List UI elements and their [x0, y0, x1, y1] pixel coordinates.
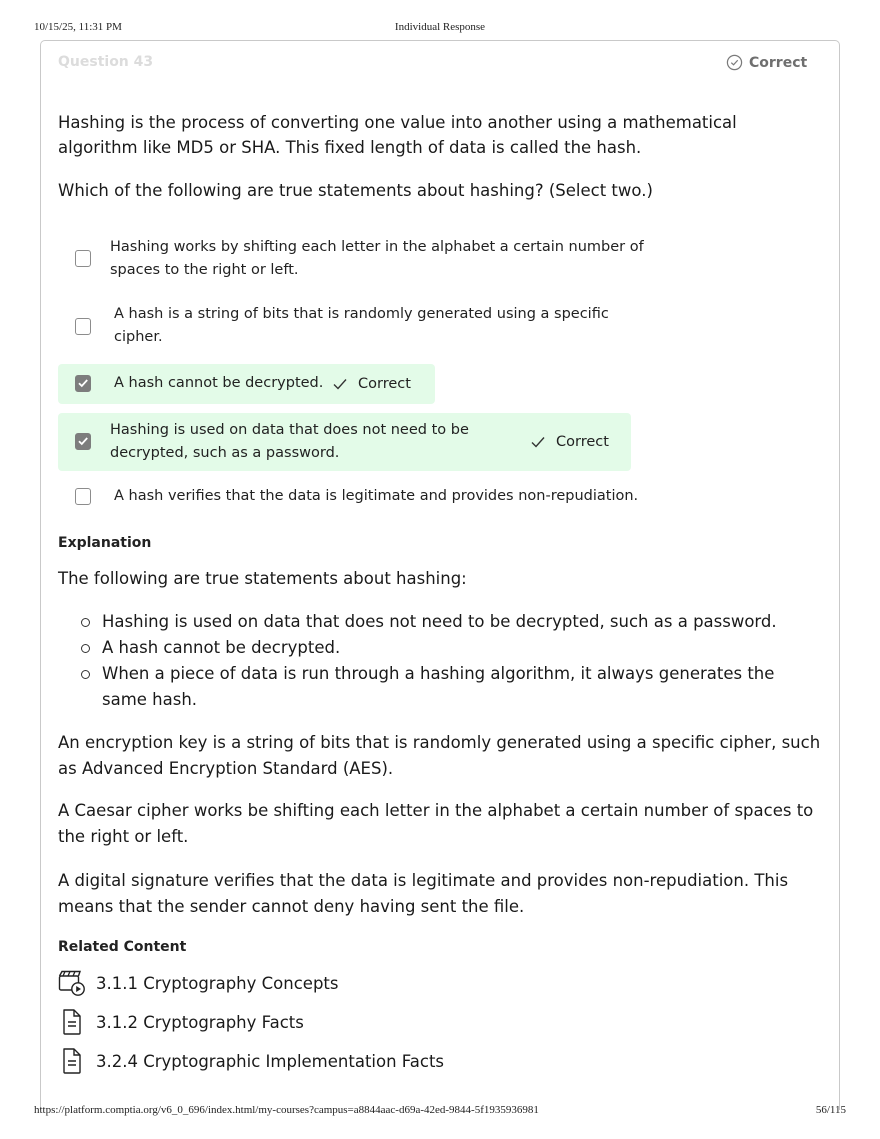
print-header — [0, 21, 880, 35]
bullet-icon — [81, 644, 90, 653]
question-instruction: Which of the following are true statements about hashing? (Select two.) — [58, 181, 653, 200]
related-link[interactable] — [58, 969, 338, 997]
answer-checkbox[interactable] — [75, 488, 91, 505]
check-circle-icon — [726, 54, 743, 71]
bullet-icon — [81, 618, 90, 627]
list-item-text: When a piece of data is run through a hashing algorithm, it always generates the same hash. — [102, 664, 775, 709]
related-link[interactable] — [58, 1008, 304, 1036]
explanation-list — [58, 609, 818, 713]
answer-option-correct[interactable] — [58, 364, 435, 404]
print-page-number: 56/115 — [815, 1104, 846, 1116]
list-item — [58, 635, 818, 661]
answer-option[interactable] — [58, 236, 658, 284]
answer-result — [530, 430, 609, 453]
list-item-text: A hash cannot be decrypted. — [102, 638, 341, 657]
checkmark-icon — [77, 435, 89, 447]
answer-text: Hashing is used on data that does not need to be decrypted, such as a password. — [110, 422, 469, 461]
answer-checkbox[interactable] — [75, 250, 91, 267]
answer-checkbox[interactable] — [75, 318, 91, 335]
explanation-paragraph: An encryption key is a string of bits that is randomly generated using a specific cipher, such as Advanced Encryption Standard (AES). — [58, 733, 821, 778]
list-item — [58, 661, 818, 713]
answer-text: A hash cannot be decrypted. — [114, 375, 324, 391]
print-footer — [0, 1104, 880, 1118]
document-icon — [58, 1047, 86, 1075]
question-number: Question 43 — [58, 54, 154, 70]
bullet-icon — [81, 670, 90, 679]
related-link-label: 3.2.4 Cryptographic Implementation Facts — [96, 1051, 445, 1071]
answer-result — [332, 372, 411, 395]
list-item — [58, 609, 818, 635]
status-label: Correct — [749, 54, 808, 71]
explanation-heading: Explanation — [58, 535, 152, 551]
answer-option[interactable] — [58, 303, 658, 351]
print-title: Individual Response — [394, 21, 486, 33]
answer-option-correct[interactable] — [58, 413, 631, 471]
document-icon — [58, 1008, 86, 1036]
answer-option[interactable] — [58, 485, 658, 511]
print-url: https://platform.comptia.org/v6_0_696/index.html/my-courses?campus=a8844aac-d69a-42ed-9844-5f1935936981 — [34, 1104, 539, 1116]
checkmark-icon — [332, 376, 348, 392]
question-status — [726, 54, 807, 71]
explanation-paragraph: A digital signature verifies that the data is legitimate and provides non-repudiation. This means that the sender cannot deny having sent the file. — [58, 871, 789, 916]
answer-text: A hash verifies that the data is legitimate and provides non-repudiation. — [114, 488, 639, 504]
related-content-heading: Related Content — [58, 939, 187, 955]
video-icon — [58, 969, 86, 997]
print-datetime: 10/15/25, 11:31 PM — [34, 21, 122, 33]
answer-checkbox-checked[interactable] — [75, 375, 91, 392]
explanation-intro: The following are true statements about hashing: — [58, 569, 467, 588]
question-prompt: Hashing is the process of converting one value into another using a mathematical algorithm like MD5 or SHA. This fixed length of data is called the hash. — [58, 113, 737, 157]
answer-text: A hash is a string of bits that is randomly generated using a specific cipher. — [114, 306, 609, 345]
related-link[interactable] — [58, 1047, 444, 1075]
answer-result-label: Correct — [358, 375, 411, 392]
checkmark-icon — [77, 377, 89, 389]
list-item-text: Hashing is used on data that does not need to be decrypted, such as a password. — [102, 612, 777, 631]
explanation-paragraph: A Caesar cipher works be shifting each letter in the alphabet a certain number of spaces to the right or left. — [58, 801, 814, 846]
related-link-label: 3.1.1 Cryptography Concepts — [96, 973, 339, 993]
answer-text: Hashing works by shifting each letter in the alphabet a certain number of spaces to the right or left. — [110, 239, 644, 278]
checkmark-icon — [530, 434, 546, 450]
related-link-label: 3.1.2 Cryptography Facts — [96, 1012, 304, 1032]
answer-result-label: Correct — [556, 433, 609, 450]
answer-checkbox-checked[interactable] — [75, 433, 91, 450]
